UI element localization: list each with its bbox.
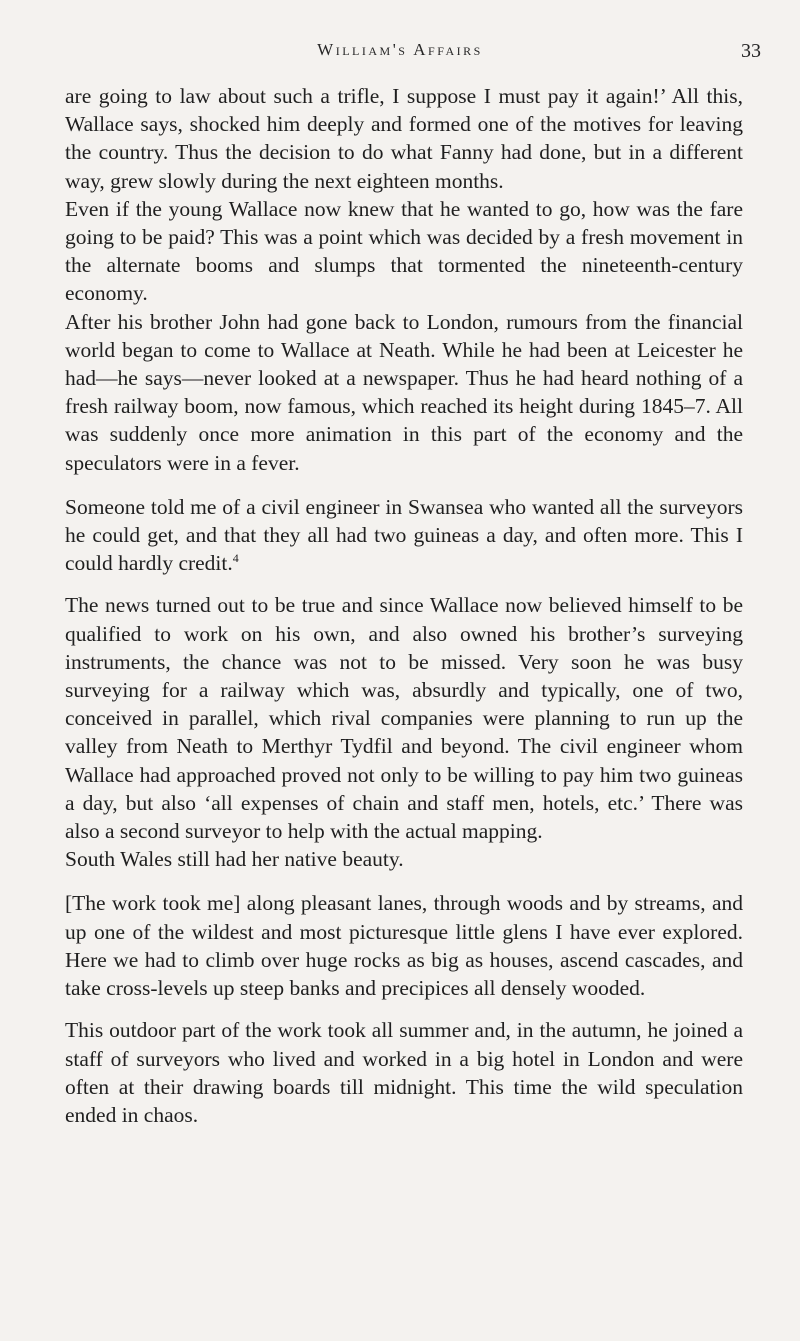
paragraph-6: This outdoor part of the work took all summer and, in the autumn, he joined a staff of surveyors who lived and worked in a big hotel in London and were often at their drawing boards till midnight. This time the wild speculation ended in chaos. — [65, 1018, 743, 1127]
paragraph-2: Even if the young Wallace now knew that he wanted to go, how was the fare going to be paid? This was a point which was decided by a fresh movement in the alternate booms and slumps that tormented the nineteenth-century economy. — [65, 196, 743, 306]
paragraph-1: are going to law about such a trifle, I suppose I must pay it again!’ All this, Wallace says, shocked him deeply and formed one of the motives for leaving the country. Thus the decision to do what Fanny had done, but in a different way, grew slowly during the next eighteen months. — [65, 84, 743, 193]
block-quote-1-text: Someone told me of a civil engineer in Swansea who wanted all the surveyors he could get, and that they all had two guineas a day, and often more. This I could hardly credit. — [65, 494, 743, 576]
paragraph-4: The news turned out to be true and since Wallace now believed himself to be qualified to work on his own, and also owned his brother’s surveying instruments, the chance was not to be missed. Very soon he was busy surveying for a railway which was, absurdly and typically, one of two, conceived in parallel, which rival companies were planning to run up the valley from Neath to Merthyr Tydfil and beyond. The civil engineer whom Wallace had approached proved not only to be willing to pay him two guineas a day, but also ‘all expenses of chain and staff men, hotels, etc.’ There was also a second surveyor to help with the actual mapping. — [65, 593, 743, 844]
paragraph-3: After his brother John had gone back to London, rumours from the financial world began to come to Wallace at Neath. While he had been at Leicester he had—he says—never looked at a newspaper. Thus he had heard nothing of a fresh railway boom, now famous, which reached its height during 1845–7. All was suddenly once more animation in this part of the economy and the speculators were in a fever. — [65, 309, 743, 475]
body-text — [65, 82, 743, 1129]
paragraph-5: South Wales still had her native beauty. — [65, 847, 404, 872]
block-quote-2: [The work took me] along pleasant lanes, through woods and by streams, and up one of the wildest and most picturesque little glens I have ever explored. Here we had to climb over huge rocks as big as houses, ascend cascades, and take cross-levels up steep banks and precipices all densely wooded. — [65, 891, 743, 1001]
footnote-marker: 4 — [232, 551, 239, 566]
page-number: 33 — [741, 40, 761, 62]
running-header-title: William's Affairs — [317, 40, 483, 59]
block-quote-1 — [65, 493, 743, 578]
